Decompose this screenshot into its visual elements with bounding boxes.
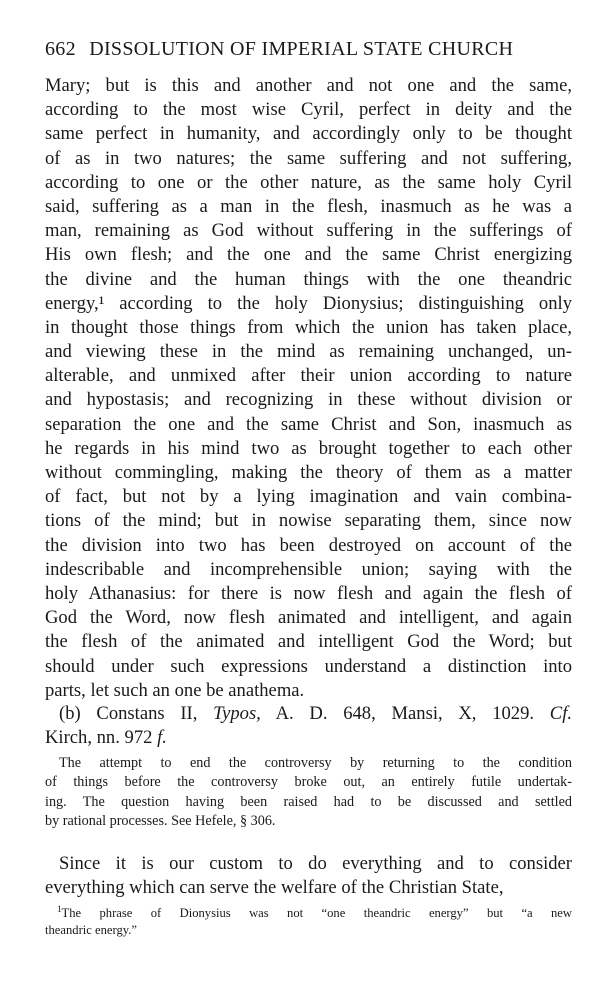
footnote-line: theandric energy.”	[45, 923, 137, 937]
text-line: should under such expressions understand a distinction into	[45, 655, 572, 677]
text-line: everything which can serve the welfare of the Christian State,	[45, 877, 504, 898]
text-line: alterable, and unmixed after their union according to nature	[45, 365, 572, 387]
text-line: and hypostasis; and recognizing in these without division or	[45, 389, 572, 411]
text-line: of fact, but not by a lying imagination and vain combina-	[45, 486, 572, 508]
text-line: according to the most wise Cyril, perfect in deity and the	[45, 99, 572, 121]
text-line: the flesh of the animated and intelligent God the Word; but	[45, 631, 572, 653]
text-line: energy,¹ according to the holy Dionysius; distinguishing only	[45, 292, 572, 314]
running-header	[45, 38, 572, 61]
citation-line	[45, 702, 572, 726]
text-line: parts, let such an one be anathema.	[45, 679, 305, 701]
text-line: God the Word, now flesh animated and intelligent, and again	[45, 607, 572, 629]
text-line: the division into two has been destroyed on account of the	[45, 534, 572, 556]
editorial-note	[45, 754, 572, 832]
citation-text: A. D. 648, Mansi, X, 1029.	[260, 703, 550, 724]
text-line: holy Athanasius: for there is now flesh and again the flesh of	[45, 582, 572, 604]
text-line: His own flesh; and the one and the same Christ energizing	[45, 244, 572, 266]
citation-line	[45, 726, 572, 750]
text-line: tions of the mind; but in nowise separating them, since now	[45, 510, 572, 532]
running-title: DISSOLUTION OF IMPERIAL STATE CHURCH	[89, 38, 514, 60]
main-text	[45, 74, 572, 703]
text-line: according to one or the other nature, as the same holy Cyril	[45, 171, 572, 193]
text-line: Since it is our custom to do everything and to consider	[59, 853, 572, 874]
citation-title: Typos,	[213, 703, 261, 724]
text-line: he regards in his mind two as brought together to each other	[45, 437, 572, 459]
text-line: separation the one and the same Christ and Son, inasmuch as	[45, 413, 572, 435]
text-line: ing. The question having been raised had to be discussed and settled	[45, 793, 572, 810]
text-line: and viewing these in the mind as remaining unchanged, un-	[45, 341, 572, 363]
text-line: same perfect in humanity, and accordingly only to be thought	[45, 123, 572, 145]
text-line: in thought those things from which the union has taken place,	[45, 316, 572, 338]
text-line: of as in two natures; the same suffering and not suffering,	[45, 147, 572, 169]
text-line: man, remaining as God without suffering in the sufferings of	[45, 220, 572, 242]
text-line: by rational processes. See Hefele, § 306.	[45, 813, 276, 830]
page-number: 662	[45, 38, 76, 60]
text-line: the divine and the human things with the one theandric	[45, 268, 572, 290]
continuation-text	[45, 852, 572, 900]
footnote-text: The phrase of Dionysius was not “one theandric energy” but “a new	[61, 906, 572, 920]
text-line: said, suffering as a man in the flesh, inasmuch as he was a	[45, 195, 572, 217]
citation-cf: Cf.	[549, 703, 573, 724]
citation	[45, 702, 572, 750]
citation-f: f.	[157, 727, 167, 748]
footnote-line	[45, 905, 572, 922]
citation-text: Kirch, nn. 972	[45, 727, 158, 748]
text-line: without commingling, making the theory of them as a matter	[45, 462, 572, 483]
text-line: indescribable and incomprehensible union; saying with the	[45, 558, 572, 580]
text-line: The attempt to end the controversy by returning to the condition	[59, 755, 572, 771]
citation-text: (b) Constans II,	[59, 703, 214, 724]
text-line: Mary; but is this and another and not one and the same,	[45, 75, 572, 96]
text-line: of things before the controversy broke out, an entirely futile undertak-	[45, 774, 572, 791]
footnote	[45, 905, 572, 939]
footnote-marker: 1	[57, 903, 62, 914]
